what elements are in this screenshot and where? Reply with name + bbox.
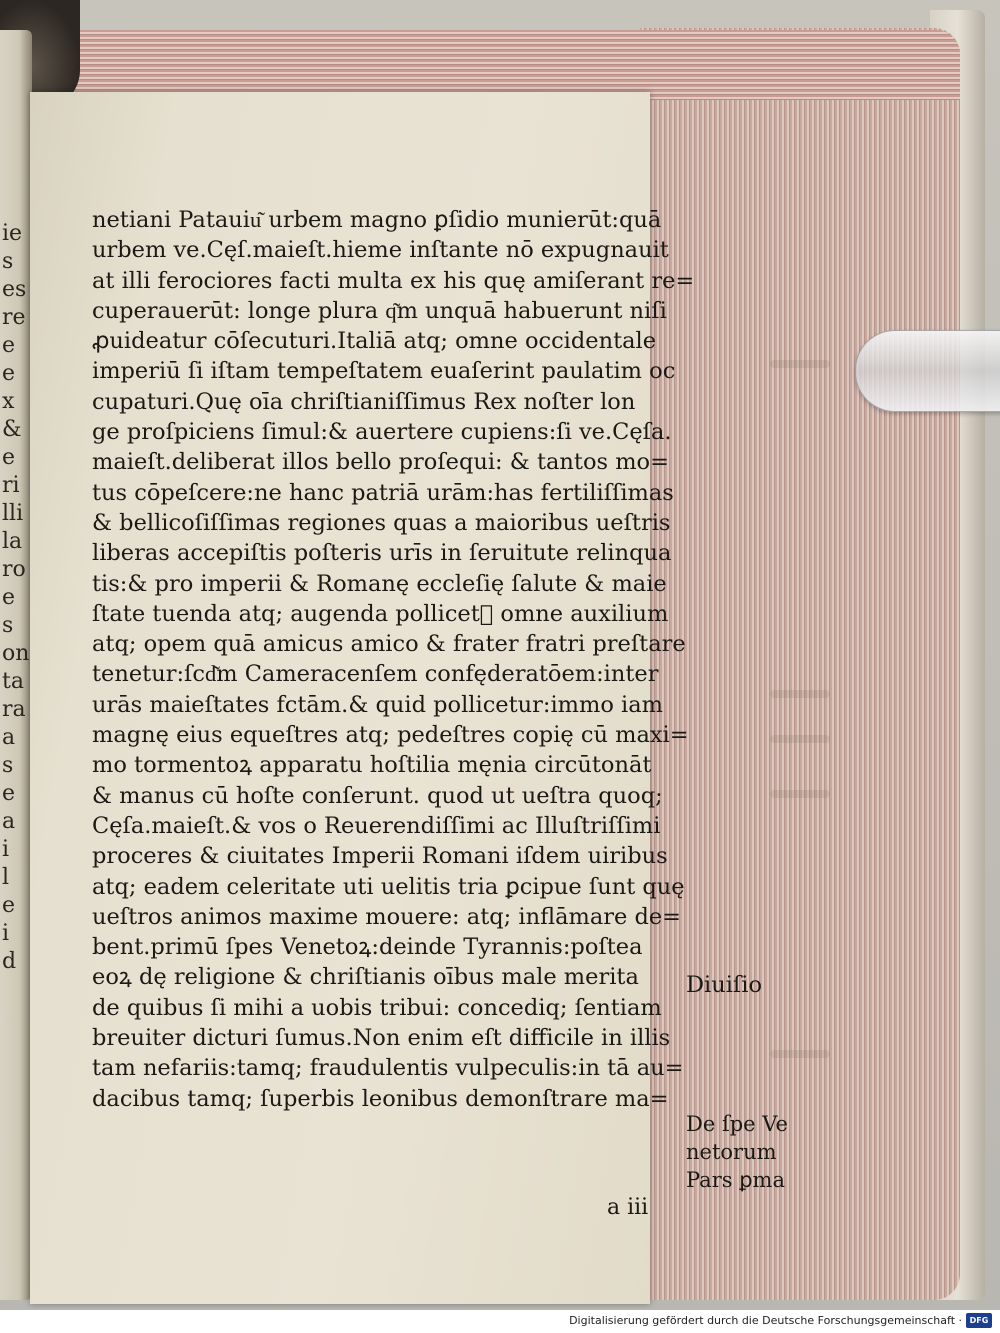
text-line: tenetur:ſcd͂m Cameracenſem confęderatōem:inter	[92, 661, 659, 688]
left-facing-page	[0, 30, 32, 1300]
left-page-fragment: x	[2, 389, 15, 414]
left-page-fragment: e	[2, 893, 16, 918]
text-line: & manus cū hoſte conſerunt. quod ut ueſtra quoq;	[92, 782, 663, 809]
text-line: cupaturi.Quę oīa chriſtianiſſimus Rex noſter lon	[92, 388, 636, 415]
left-page-fragment: ro	[2, 557, 26, 582]
left-page-fragment: la	[2, 529, 23, 554]
left-page-fragment: e	[2, 333, 16, 358]
left-page-fragment: i	[2, 837, 10, 862]
left-page-fragment: s	[2, 249, 14, 274]
show-through-mark	[770, 360, 830, 368]
text-line: ueſtros animos maxime mouere: atq; inflāmare de=	[92, 903, 682, 930]
text-line: netiani Patauiu͂ urbem magno ꝑſidio munierūt:quā	[92, 207, 662, 233]
text-line: magnę eius equeſtres atq; pedeſtres copię cū maxi=	[92, 722, 689, 749]
text-line: proceres & ciuitates Imperii Romani iſdem uiribus	[92, 843, 668, 870]
main-text-block	[92, 205, 732, 1114]
margin-note-line: De ſpe Ve	[686, 1112, 788, 1136]
left-page-fragment: e	[2, 585, 16, 610]
footer-credit: Digitalisierung gefördert durch die Deutsche Forschungsgemeinschaft ·	[569, 1314, 962, 1327]
left-page-fragment: e	[2, 361, 16, 386]
text-line: & bellicoſiſſimas regiones quas a maioribus ueſtris	[92, 509, 671, 536]
footer-bar	[0, 1310, 1000, 1333]
show-through-mark	[770, 1050, 830, 1058]
text-line: ꝓuideatur cōſecuturi.Italiā atq; omne occidentale	[92, 328, 657, 355]
text-line: tis:& pro imperii & Romanę eccleſię ſalute & maie	[92, 570, 667, 597]
text-line: bent.primū ſpes Venetoꝝ:deinde Tyrannis:poſtea	[92, 934, 643, 961]
left-page-fragment: d	[2, 949, 17, 974]
left-page-fragment: es	[2, 277, 27, 302]
signature-mark: a iii	[607, 1195, 649, 1220]
text-line: urās maieſtates fctām.& quid pollicetur:immo iam	[92, 691, 663, 718]
text-line: cuperauerūt: longe plura q͂m unquā habuerunt niſi	[92, 297, 667, 324]
text-line: de quibus ſi mihi a uobis tribui: concediq; ſentiam	[92, 994, 662, 1021]
top-page-edges	[30, 30, 960, 100]
left-page-fragment: ie	[2, 221, 23, 246]
left-page-fragment: lli	[2, 501, 24, 526]
show-through-mark	[770, 790, 830, 798]
text-line: maieſt.deliberat illos bello proſequi: & tantos mo=	[92, 449, 669, 476]
text-line: atq; eadem celeritate uti uelitis tria ꝑcipue ſunt quę	[92, 873, 685, 900]
text-line: ge proſpiciens ſimul:& auertere cupiens:ſi ve.Cęſa.	[92, 419, 672, 446]
left-page-fragment: ri	[2, 473, 20, 498]
left-page-fragment: l	[2, 865, 10, 890]
margin-note-de-spe-venetorum	[686, 1110, 806, 1194]
text-line: Cęſa.maieſt.& vos o Reuerendiſſimi ac Illuſtriſſimi	[92, 812, 661, 839]
left-page-fragment: s	[2, 753, 14, 778]
text-line: at illi ferociores facti multa ex his quę amiſerant re=	[92, 267, 695, 294]
text-line: eoꝝ dę religione & chriſtianis oībus male merita	[92, 964, 639, 991]
left-page-fragment: a	[2, 725, 16, 750]
dfg-logo: DFG	[966, 1313, 992, 1328]
show-through-mark	[770, 735, 830, 743]
text-line: urbem ve.Cęſ.maieſt.hieme inſtante nō expugnauit	[92, 237, 669, 264]
left-page-fragment: on	[2, 641, 30, 666]
text-line: ſtate tuenda atq; augenda pollicet᷑ omne auxilium	[92, 600, 669, 627]
left-page-fragment: i	[2, 921, 10, 946]
text-line: mo tormentoꝝ apparatu hoſtilia męnia circūtonāt	[92, 752, 652, 779]
text-line: tam nefariis:tamq; fraudulentis vulpeculis:in tā au=	[92, 1055, 684, 1082]
left-page-fragment: &	[2, 417, 22, 442]
left-page-fragment: ra	[2, 697, 26, 722]
left-page-fragment: s	[2, 613, 14, 638]
margin-note-line: Pars ꝑma	[686, 1168, 785, 1192]
text-line: imperiū ſi iſtam tempeſtatem euaſerint paulatim oc	[92, 358, 676, 385]
margin-note-diuisio: Diuiſio	[686, 972, 762, 998]
glass-page-holder	[855, 330, 1000, 412]
left-page-fragment: ta	[2, 669, 24, 694]
left-page-fragment: a	[2, 809, 16, 834]
text-line: liberas accepiſtis poſteris urīs in ſeruitute relinqua	[92, 540, 672, 567]
left-page-fragment: e	[2, 781, 16, 806]
text-line: tus cōpeſcere:ne hanc patriā urām:has fertiliſſimas	[92, 479, 674, 506]
text-line: breuiter dicturi ſumus.Non enim eſt difficile in illis	[92, 1025, 671, 1052]
left-page-text-fragments	[2, 220, 30, 976]
text-line: dacibus tamq; ſuperbis leonibus demonſtrare ma=	[92, 1085, 669, 1112]
show-through-mark	[770, 690, 830, 698]
left-page-fragment: e	[2, 445, 16, 470]
left-page-fragment: re	[2, 305, 26, 330]
margin-notes	[686, 970, 806, 1192]
text-line: atq; opem quā amicus amico & frater fratri preſtare	[92, 631, 686, 658]
margin-note-line: netorum	[686, 1140, 777, 1164]
